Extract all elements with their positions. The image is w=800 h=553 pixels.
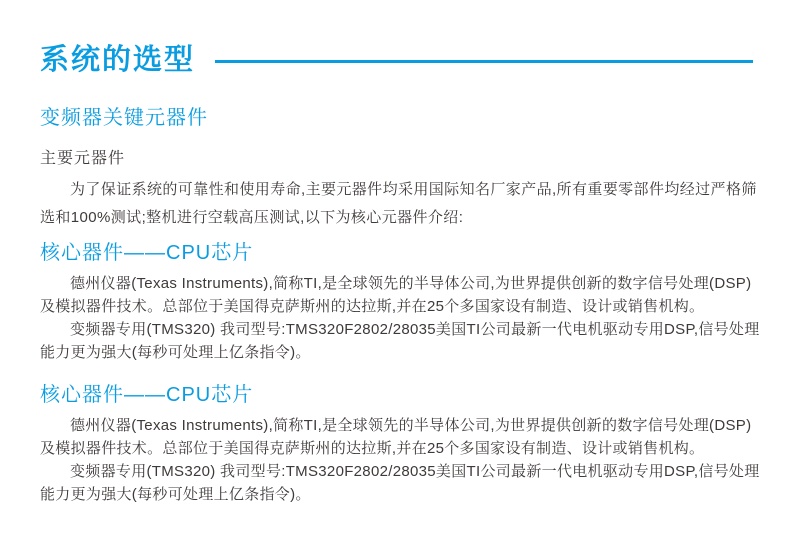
cpu-section-1-heading: 核心器件——CPU芯片 bbox=[40, 242, 254, 264]
subsection-label-main-components: 主要元器件 bbox=[40, 150, 126, 167]
section-heading-key-components: 变频器关键元器件 bbox=[40, 107, 208, 129]
cpu-section-2-paragraph-ti-intro: 德州仪器(Texas Instruments),简称TI,是全球领先的半导体公司,为世界提供创新的数字信号处理(DSP)及模拟器件技术。总部位于美国得克萨斯州的达拉斯,并在25个多国家设有制造、设计或销售机构。 bbox=[40, 417, 752, 457]
cpu-section-2-heading: 核心器件——CPU芯片 bbox=[40, 384, 254, 406]
cpu-section-2-paragraph-model: 变频器专用(TMS320) 我司型号:TMS320F2802/28035美国TI公司最新一代电机驱动专用DSP,信号处理能力更为强大(每秒可处理上亿条指令)。 bbox=[40, 463, 760, 503]
cpu-section-1-body bbox=[40, 272, 760, 364]
cpu-section-2 bbox=[40, 382, 760, 506]
page-header bbox=[40, 42, 760, 78]
cpu-section-1-paragraph-model: 变频器专用(TMS320) 我司型号:TMS320F2802/28035美国TI公司最新一代电机驱动专用DSP,信号处理能力更为强大(每秒可处理上亿条指令)。 bbox=[40, 321, 760, 361]
intro-paragraph: 为了保证系统的可靠性和使用寿命,主要元器件均采用国际知名厂家产品,所有重要零部件均经过严格筛选和100%测试;整机进行空载高压测试,以下为核心元器件介绍: bbox=[40, 181, 757, 226]
cpu-section-1 bbox=[40, 240, 760, 364]
cpu-section-2-body bbox=[40, 414, 760, 506]
title-divider-line bbox=[215, 60, 753, 63]
cpu-section-1-paragraph-ti-intro: 德州仪器(Texas Instruments),简称TI,是全球领先的半导体公司,为世界提供创新的数字信号处理(DSP)及模拟器件技术。总部位于美国得克萨斯州的达拉斯,并在25个多国家设有制造、设计或销售机构。 bbox=[40, 275, 752, 315]
page-title: 系统的选型 bbox=[40, 44, 196, 76]
